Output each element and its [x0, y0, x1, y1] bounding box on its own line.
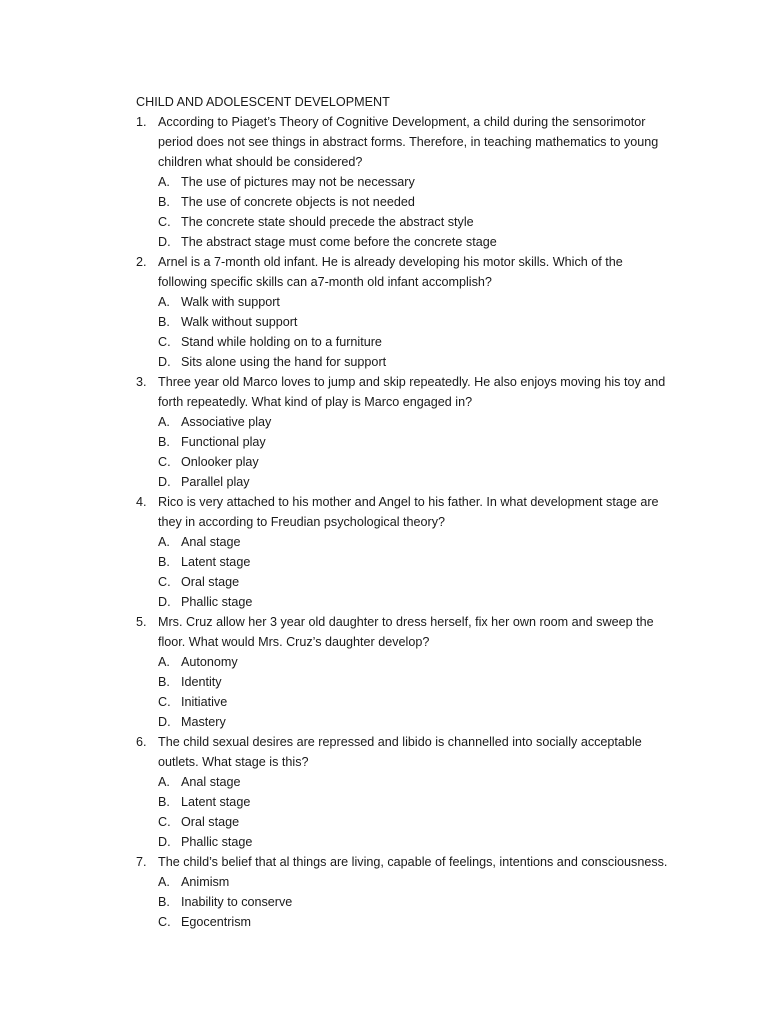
option-item	[158, 432, 672, 452]
option-text: Parallel play	[181, 475, 250, 489]
option-letter: C.	[158, 575, 171, 589]
option-item	[158, 712, 672, 732]
question-stem	[136, 492, 672, 532]
option-letter: C.	[158, 695, 171, 709]
option-letter: B.	[158, 435, 170, 449]
question-6	[136, 732, 672, 852]
option-item	[158, 792, 672, 812]
option-letter: B.	[158, 675, 170, 689]
question-number: 6.	[136, 735, 147, 749]
option-list	[136, 872, 672, 932]
option-list	[136, 772, 672, 852]
option-item	[158, 832, 672, 852]
option-text: Anal stage	[181, 535, 241, 549]
option-letter: D.	[158, 355, 171, 369]
option-list	[136, 652, 672, 732]
question-text: The child sexual desires are repressed and libido is channelled into socially acceptable outlets. What stage is this?	[158, 735, 642, 769]
question-number: 2.	[136, 255, 147, 269]
option-item	[158, 192, 672, 212]
option-text: Latent stage	[181, 555, 251, 569]
option-item	[158, 352, 672, 372]
option-text: Phallic stage	[181, 835, 253, 849]
option-item	[158, 652, 672, 672]
option-item	[158, 592, 672, 612]
option-item	[158, 872, 672, 892]
option-letter: A.	[158, 535, 170, 549]
question-3	[136, 372, 672, 492]
option-item	[158, 232, 672, 252]
option-letter: A.	[158, 775, 170, 789]
question-stem	[136, 112, 672, 172]
option-item	[158, 572, 672, 592]
option-item	[158, 532, 672, 552]
question-text: Mrs. Cruz allow her 3 year old daughter to dress herself, fix her own room and sweep the floor. What would Mrs. Cruz’s daughter develop?	[158, 615, 654, 649]
question-stem	[136, 732, 672, 772]
option-text: The use of pictures may not be necessary	[181, 175, 415, 189]
question-number: 1.	[136, 115, 147, 129]
option-item	[158, 212, 672, 232]
option-list	[136, 292, 672, 372]
document-title: CHILD AND ADOLESCENT DEVELOPMENT	[136, 95, 390, 109]
option-item	[158, 812, 672, 832]
option-letter: B.	[158, 555, 170, 569]
option-text: Mastery	[181, 715, 226, 729]
option-text: Egocentrism	[181, 915, 251, 929]
option-text: Walk with support	[181, 295, 280, 309]
option-letter: D.	[158, 595, 171, 609]
option-text: Latent stage	[181, 795, 251, 809]
option-text: Oral stage	[181, 575, 240, 589]
option-text: Associative play	[181, 415, 272, 429]
question-stem	[136, 252, 672, 292]
option-letter: D.	[158, 235, 171, 249]
option-text: Phallic stage	[181, 595, 253, 609]
option-item	[158, 892, 672, 912]
option-text: Stand while holding on to a furniture	[181, 335, 382, 349]
option-text: The use of concrete objects is not needed	[181, 195, 415, 209]
option-item	[158, 172, 672, 192]
option-text: The abstract stage must come before the concrete stage	[181, 235, 497, 249]
option-text: Onlooker play	[181, 455, 259, 469]
option-letter: C.	[158, 455, 171, 469]
question-text: The child’s belief that al things are living, capable of feelings, intentions and consciousness.	[158, 855, 668, 869]
option-letter: D.	[158, 475, 171, 489]
option-list	[136, 412, 672, 492]
option-text: The concrete state should precede the abstract style	[181, 215, 474, 229]
option-item	[158, 452, 672, 472]
question-4	[136, 492, 672, 612]
question-number: 7.	[136, 855, 147, 869]
question-1	[136, 112, 672, 252]
option-text: Identity	[181, 675, 222, 689]
question-number: 3.	[136, 375, 147, 389]
question-number: 5.	[136, 615, 147, 629]
option-text: Oral stage	[181, 815, 240, 829]
option-item	[158, 772, 672, 792]
option-item	[158, 672, 672, 692]
question-stem	[136, 852, 672, 872]
option-text: Animism	[181, 875, 230, 889]
question-2	[136, 252, 672, 372]
option-letter: B.	[158, 315, 170, 329]
option-text: Initiative	[181, 695, 228, 709]
option-text: Sits alone using the hand for support	[181, 355, 387, 369]
option-item	[158, 472, 672, 492]
option-text: Inability to conserve	[181, 895, 293, 909]
option-letter: C.	[158, 215, 171, 229]
question-5	[136, 612, 672, 732]
option-item	[158, 552, 672, 572]
option-letter: B.	[158, 895, 170, 909]
option-letter: D.	[158, 715, 171, 729]
option-letter: B.	[158, 195, 170, 209]
option-text: Autonomy	[181, 655, 238, 669]
option-text: Functional play	[181, 435, 266, 449]
option-list	[136, 172, 672, 252]
option-letter: A.	[158, 875, 170, 889]
option-text: Walk without support	[181, 315, 298, 329]
option-letter: C.	[158, 335, 171, 349]
option-item	[158, 692, 672, 712]
question-stem	[136, 612, 672, 652]
option-letter: C.	[158, 815, 171, 829]
option-letter: A.	[158, 415, 170, 429]
option-letter: A.	[158, 175, 170, 189]
option-letter: B.	[158, 795, 170, 809]
option-item	[158, 912, 672, 932]
question-text: Arnel is a 7-month old infant. He is already developing his motor skills. Which of the following specific skills can a7-month old infant accomplish?	[158, 255, 623, 289]
option-item	[158, 332, 672, 352]
option-letter: A.	[158, 295, 170, 309]
option-letter: D.	[158, 835, 171, 849]
question-7	[136, 852, 672, 932]
option-item	[158, 312, 672, 332]
option-letter: C.	[158, 915, 171, 929]
question-text: Rico is very attached to his mother and Angel to his father. In what development stage are they in according to Freudian psychological theory?	[158, 495, 659, 529]
question-stem	[136, 372, 672, 412]
option-list	[136, 532, 672, 612]
option-item	[158, 412, 672, 432]
option-text: Anal stage	[181, 775, 241, 789]
question-text: According to Piaget’s Theory of Cognitive Development, a child during the sensorimotor period does not see things in abstract forms. Therefore, in teaching mathematics to young children what should be considered?	[158, 115, 659, 169]
option-letter: A.	[158, 655, 170, 669]
option-item	[158, 292, 672, 312]
question-number: 4.	[136, 495, 147, 509]
question-text: Three year old Marco loves to jump and skip repeatedly. He also enjoys moving his toy and forth repeatedly. What kind of play is Marco engaged in?	[158, 375, 666, 409]
